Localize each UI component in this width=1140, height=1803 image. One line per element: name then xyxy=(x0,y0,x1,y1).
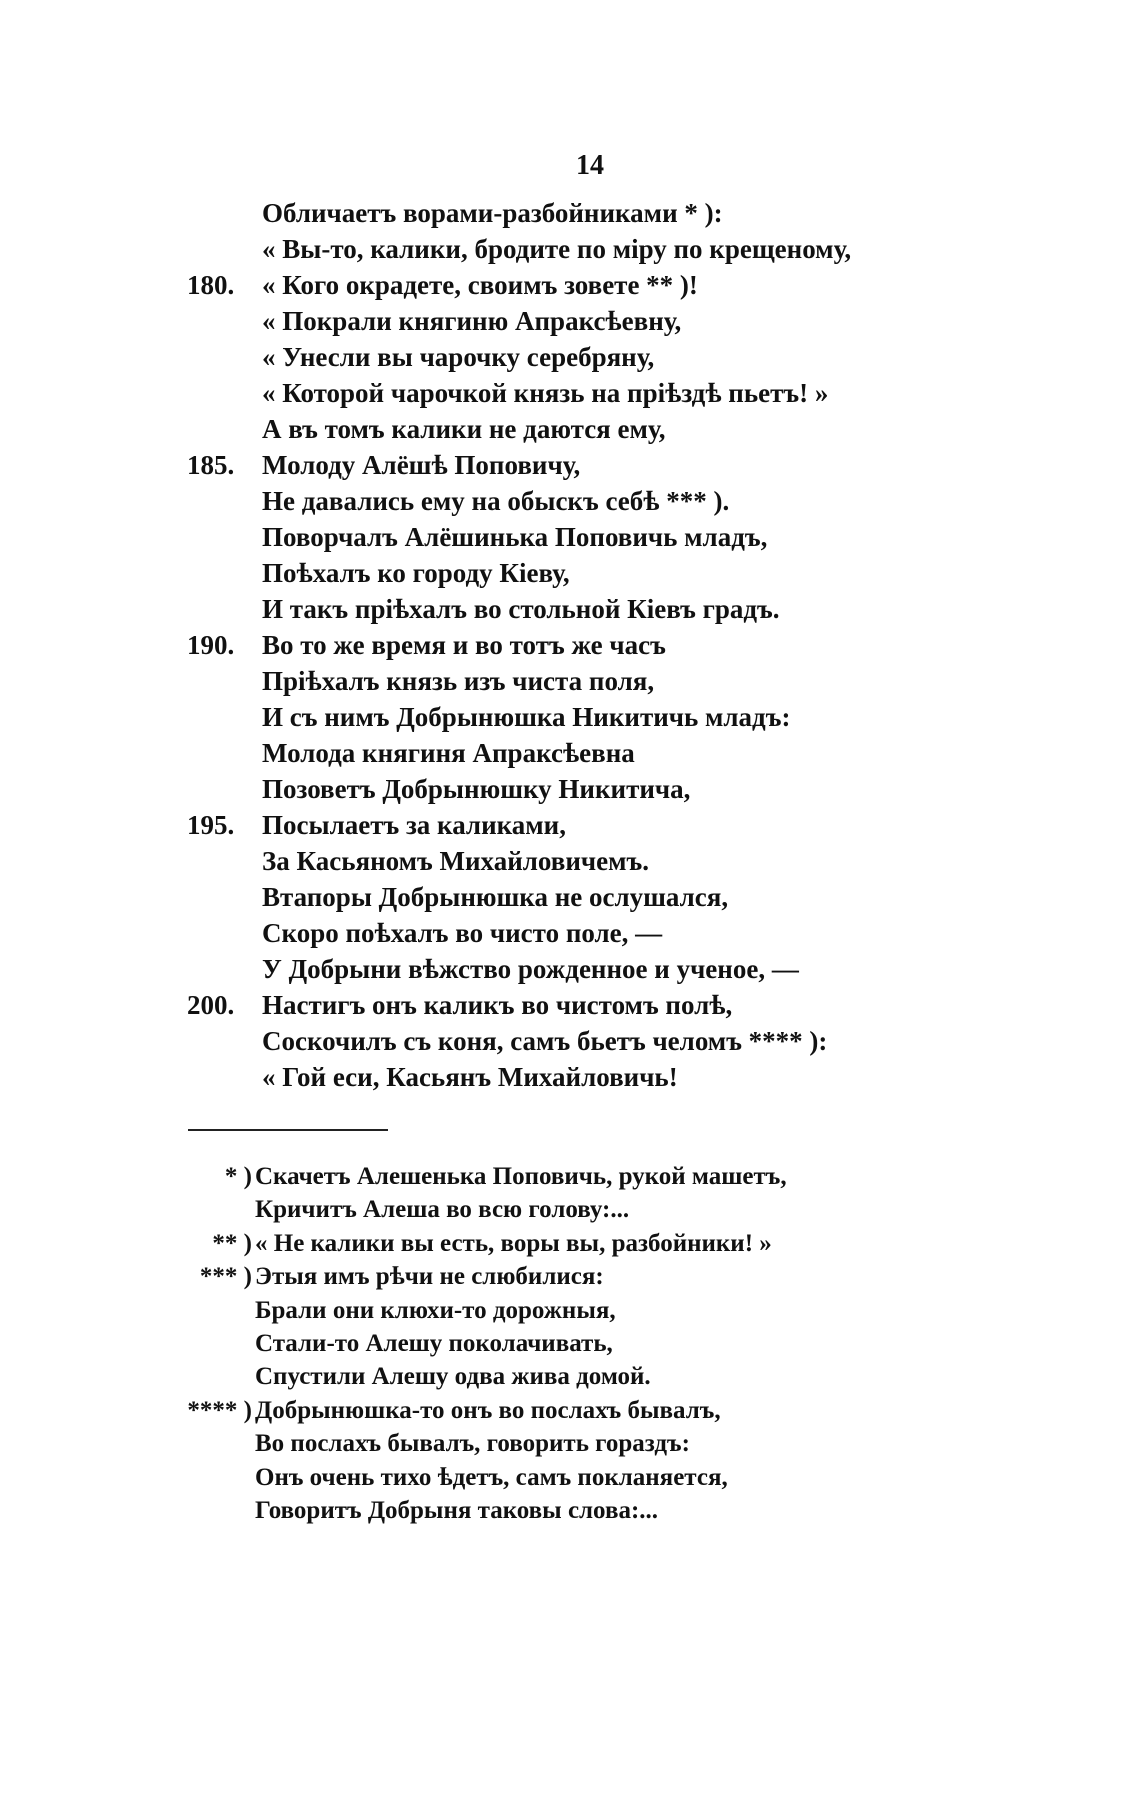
line-number: 190. xyxy=(187,630,235,660)
footnote-text: Онъ очень тихо ѣдетъ, самъ покланяется, xyxy=(255,1463,728,1491)
verse-text: Молода княгиня Апраксѣевна xyxy=(262,738,635,768)
verse-line xyxy=(0,195,1140,231)
verse-text: И такъ пріѣхалъ во стольной Кіевъ градъ. xyxy=(262,594,780,624)
footnote-mark: *** ) xyxy=(199,1263,252,1291)
verse-line xyxy=(0,915,1140,951)
line-number: 180. xyxy=(187,270,235,300)
footnote-divider xyxy=(188,1129,388,1131)
footnotes-block xyxy=(0,1160,1140,1527)
verse-line xyxy=(0,1023,1140,1059)
verse-text: У Добрыни вѣжство рожденное и ученое, — xyxy=(262,954,799,984)
verse-text: Не давались ему на обыскъ себѣ *** ). xyxy=(262,486,730,516)
verse-text: Настигъ онъ каликъ во чистомъ полѣ, xyxy=(262,990,733,1020)
footnote-text: « Не калики вы есть, воры вы, разбойники! » xyxy=(255,1229,772,1257)
footnote-text: Брали они клюхи-то дорожныя, xyxy=(255,1296,616,1324)
footnote-line xyxy=(0,1260,1140,1293)
line-number: 200. xyxy=(187,990,235,1020)
footnote-mark: ** ) xyxy=(212,1229,252,1257)
footnote-line xyxy=(0,1494,1140,1527)
verse-line xyxy=(0,807,1140,843)
footnote-mark: **** ) xyxy=(187,1396,252,1424)
footnote-text: Этыя имъ рѣчи не слюбилися: xyxy=(255,1263,604,1291)
line-number: 185. xyxy=(187,450,235,480)
verse-text: И съ нимъ Добрынюшка Никитичь младъ: xyxy=(262,702,791,732)
verse-text: Во то же время и во тотъ же часъ xyxy=(262,630,666,660)
line-number: 195. xyxy=(187,810,235,840)
footnote-text: Стали-то Алешу поколачивать, xyxy=(255,1329,613,1357)
verse-text: « Унесли вы чарочку серебряну, xyxy=(262,342,655,372)
verse-text: Пріѣхалъ князь изъ чиста поля, xyxy=(262,666,655,696)
footnote-line xyxy=(0,1160,1140,1193)
verse-line xyxy=(0,339,1140,375)
verse-text: Обличаетъ ворами-разбойниками * ): xyxy=(262,198,723,228)
footnote-line xyxy=(0,1427,1140,1460)
footnote-text: Говоритъ Добрыня таковы слова:... xyxy=(255,1496,659,1524)
footnote-mark: * ) xyxy=(224,1163,252,1190)
verse-text: А въ томъ калики не даются ему, xyxy=(262,414,666,444)
verse-line xyxy=(0,735,1140,771)
footnote-line xyxy=(0,1327,1140,1360)
footnote-line xyxy=(0,1227,1140,1260)
verse-line xyxy=(0,267,1140,303)
verse-line xyxy=(0,591,1140,627)
verse-line xyxy=(0,411,1140,447)
verse-text: За Касьяномъ Михайловичемъ. xyxy=(262,846,649,876)
verse-line xyxy=(0,231,1140,267)
verse-text: Втапоры Добрынюшка не ослушался, xyxy=(262,882,729,912)
verse-line xyxy=(0,699,1140,735)
verse-text: Скоро поѣхалъ во чисто поле, — xyxy=(262,918,663,948)
verse-line xyxy=(0,375,1140,411)
verse-line xyxy=(0,447,1140,483)
verse-text: Позоветъ Добрынюшку Никитича, xyxy=(262,774,691,804)
verse-line xyxy=(0,987,1140,1023)
verse-text: « Которой чарочкой князь на пріѣздѣ пьетъ! » xyxy=(262,378,829,408)
footnote-text: Добрынюшка-то онъ во послахъ бывалъ, xyxy=(255,1396,721,1424)
footnote-text: Во послахъ бывалъ, говорить гораздъ: xyxy=(255,1430,690,1458)
footnote-text: Скачетъ Алешенька Поповичь, рукой машетъ, xyxy=(255,1163,787,1190)
verse-line xyxy=(0,843,1140,879)
verse-line xyxy=(0,519,1140,555)
footnote-line xyxy=(0,1360,1140,1393)
footnote-line xyxy=(0,1394,1140,1427)
verse-text: Поворчалъ Алёшинька Поповичь младъ, xyxy=(262,522,768,552)
verse-text: Поѣхалъ ко городу Кіеву, xyxy=(262,558,570,588)
verse-text: « Вы-то, калики, бродите по міру по крещеному, xyxy=(262,234,852,264)
verse-line xyxy=(0,555,1140,591)
verse-text: Посылаетъ за каликами, xyxy=(262,810,566,840)
verse-text: Соскочилъ съ коня, самъ бьетъ челомъ **** ): xyxy=(262,1026,828,1056)
verse-text: « Кого окрадете, своимъ зовете ** )! xyxy=(262,270,698,300)
footnote-line xyxy=(0,1461,1140,1494)
verse-text: « Гой еси, Касьянъ Михайловичь! xyxy=(262,1062,678,1092)
verse-line xyxy=(0,303,1140,339)
verse-line xyxy=(0,1059,1140,1095)
verse-line xyxy=(0,627,1140,663)
page-number: 14 xyxy=(576,150,604,181)
verse-line xyxy=(0,483,1140,519)
footnote-line xyxy=(0,1193,1140,1226)
verse-line xyxy=(0,879,1140,915)
verse-line xyxy=(0,951,1140,987)
verse-line xyxy=(0,663,1140,699)
footnote-line xyxy=(0,1294,1140,1327)
verse-block xyxy=(0,195,1140,1095)
verse-text: Молоду Алёшѣ Поповичу, xyxy=(262,450,581,480)
verse-line xyxy=(0,771,1140,807)
footnote-text: Кричитъ Алеша во всю голову:... xyxy=(255,1196,630,1224)
footnote-text: Спустили Алешу одва жива домой. xyxy=(255,1363,651,1391)
verse-text: « Покрали княгиню Апраксѣевну, xyxy=(262,306,682,336)
